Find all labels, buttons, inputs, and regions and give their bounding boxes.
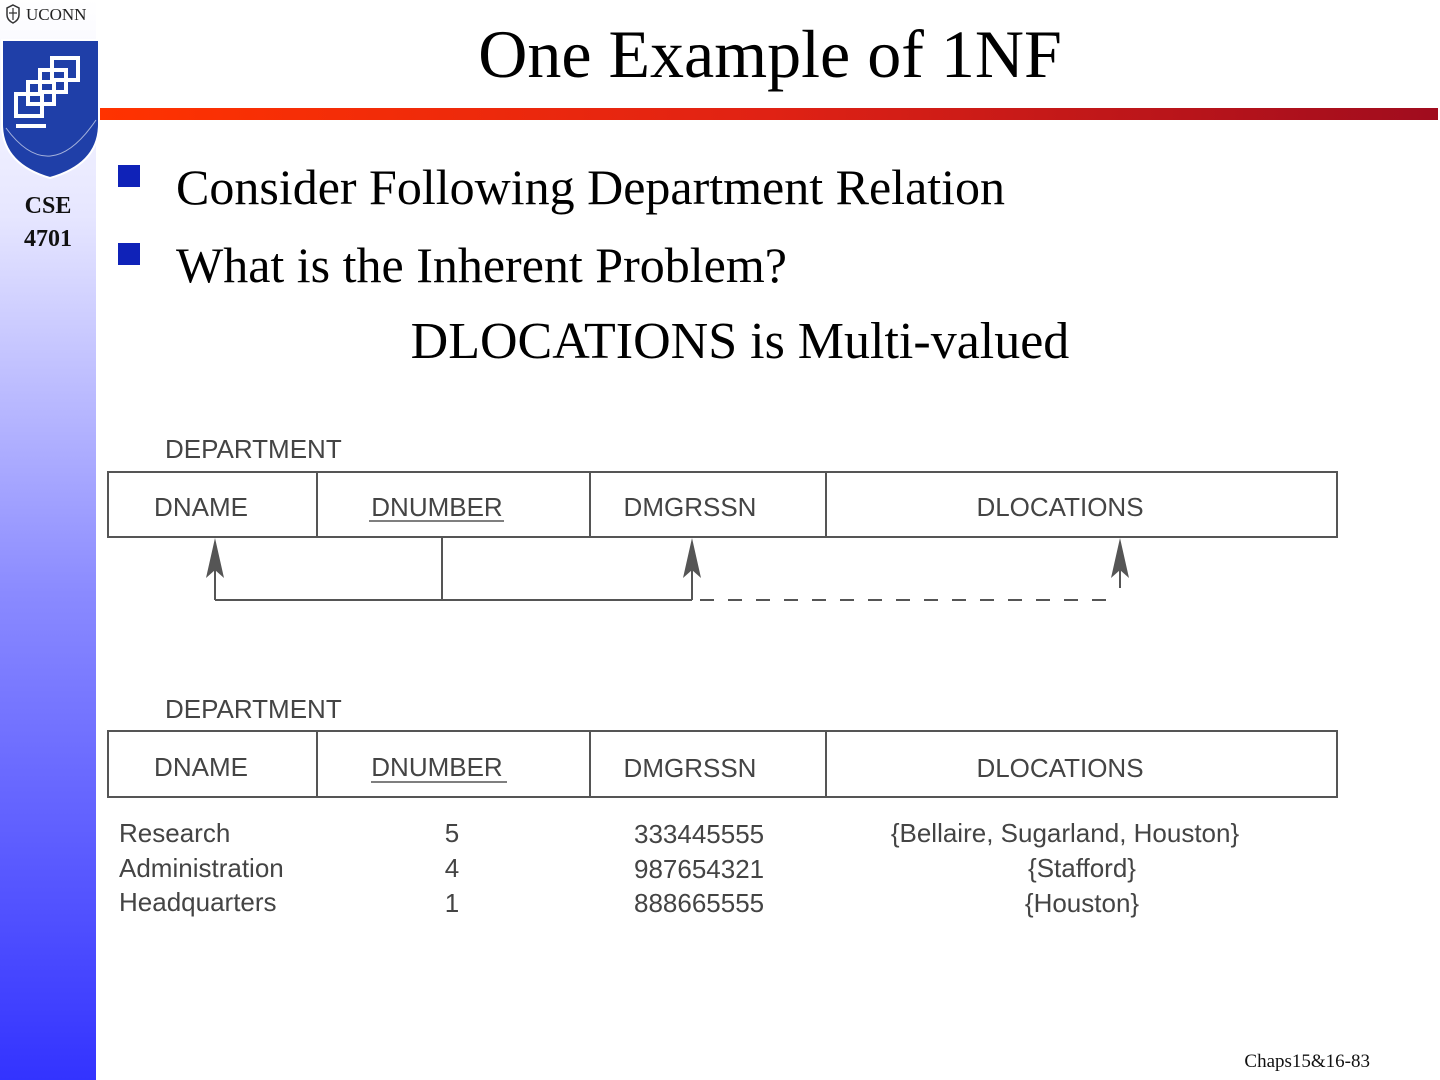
cell-dmgrssn: 888665555 <box>634 888 765 918</box>
uconn-label: UCONN <box>26 5 87 24</box>
cell-dname: Headquarters <box>119 887 277 917</box>
cell-dnumber: 1 <box>444 888 460 918</box>
schema-col-dmgrssn: DMGRSSN <box>623 492 757 522</box>
table-row <box>119 887 1139 918</box>
instance-col-dmgrssn: DMGRSSN <box>623 753 757 783</box>
cell-dname: Research <box>119 818 231 848</box>
cell-dlocations: {Houston} <box>1024 888 1140 918</box>
schema-col-dnumber: DNUMBER <box>371 492 503 522</box>
course-code-line2: 4701 <box>24 226 72 252</box>
cell-dnumber: 5 <box>444 818 460 848</box>
instance-relation-name: DEPARTMENT <box>165 694 342 724</box>
cell-dlocations: {Stafford} <box>1028 853 1136 883</box>
schema-col-dname: DNAME <box>154 492 248 522</box>
cell-dname: Administration <box>119 853 284 883</box>
cell-dnumber: 4 <box>444 853 460 883</box>
cell-dmgrssn: 333445555 <box>634 819 765 849</box>
dependency-arrows <box>215 537 1120 600</box>
course-code-line1: CSE <box>24 193 72 219</box>
bullet-text: Consider Following Department Relation <box>176 159 1006 215</box>
schema-relation-name: DEPARTMENT <box>165 434 342 464</box>
schema-col-dlocations: DLOCATIONS <box>976 492 1144 522</box>
cell-dlocations: {Bellaire, Sugarland, Houston} <box>890 818 1240 848</box>
instance-col-dlocations: DLOCATIONS <box>976 753 1144 783</box>
table-row <box>119 853 1136 884</box>
slide-title: One Example of 1NF <box>478 16 1062 92</box>
instance-col-dname: DNAME <box>154 752 248 782</box>
table-row <box>119 818 1239 849</box>
slide-footer: Chaps15&16-83 <box>1244 1051 1370 1072</box>
cell-dmgrssn: 987654321 <box>634 854 765 884</box>
instance-col-dnumber: DNUMBER <box>371 752 503 782</box>
multivalued-callout: DLOCATIONS is Multi-valued <box>410 313 1070 370</box>
bullet-text: What is the Inherent Problem? <box>176 237 787 293</box>
